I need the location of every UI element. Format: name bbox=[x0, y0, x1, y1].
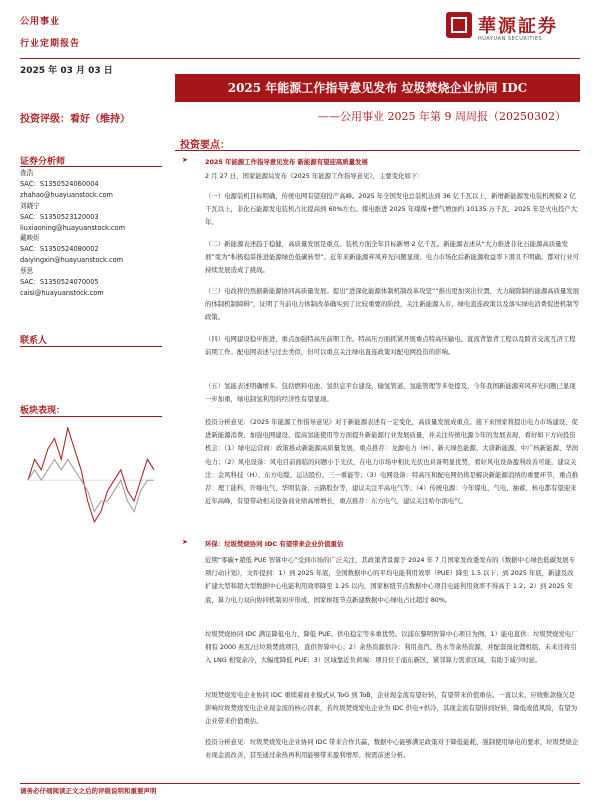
chart-series-line bbox=[28, 459, 154, 511]
section-heading: 环保：垃圾焚烧协同 IDC 有望带来企业价值重估 bbox=[205, 540, 344, 548]
bullet-icon: ➤ bbox=[182, 538, 188, 546]
analyst-line: SAC：S1350524080002 bbox=[20, 245, 99, 254]
paragraph: 投资分析意见：垃圾焚烧发电企业协同 IDC 带来合作共赢，数据中心能够满足政策对于降低能耗、强制使用绿电的要求，垃圾焚烧企业现金流改善，甚至通过余热再利用能够带来盈利增厚。按需前述分析。 bbox=[205, 738, 579, 760]
footer-divider bbox=[20, 783, 580, 784]
analyst-line: SAC：S1350524070005 bbox=[20, 278, 99, 287]
report-category: 公用事业 bbox=[20, 17, 61, 27]
report-subtitle: ——公用事业 2025 年第 9 周周报（20250302） bbox=[318, 110, 566, 123]
paragraph: 近期“零碳+超低 PUE 智算中心”受到市场的广泛关注，其政策背景源于 2024 年 7 月国家发改委发布的《数据中心绿色低碳发展专项行动计划》，文件提到：1）到 2025 年底，全国数据中心的平均电能利用效率（PUE）降至 1.5 以下；到 2025 年底，新建及改扩建大型和超大型数据中心电能利用效率降至 1.25 以内，国家枢纽节点数据中心项目电能利用效率不得高于 1.2；2）到 2025 年底，算力电力双向协同机制初步形成，国家枢纽节点新建数据中心绿电占比超过 80%。 bbox=[205, 556, 576, 604]
logo-mark-icon bbox=[446, 12, 472, 38]
footer-disclaimer: 请务必仔细阅读正文之后的评级说明和重要声明 bbox=[20, 787, 157, 795]
paragraph: 垃圾焚烧发电企业协同 IDC 重续着商业模式从 ToG 到 ToB，企业现金流有望好转，有望带来价值重估。一直以来，应收账款拖欠是影响垃圾焚烧发电企业现金流的核心因素，若垃圾焚烧发电企业为 IDC 供电+供冷，其现金流有望得到好转，降低或值风险，有望为企业带来价值重估。 bbox=[205, 691, 578, 726]
analyst-line: 刘晓宁 bbox=[20, 201, 40, 210]
analyst-line: caisi@huayuanstock.com bbox=[20, 288, 104, 297]
analyst-line: zhahao@huayuanstock.com bbox=[20, 190, 113, 199]
analyst-line: 查浩 bbox=[20, 169, 34, 177]
investment-rating: 投资评级：看好（维持） bbox=[20, 114, 130, 125]
bullet-icon: ➤ bbox=[182, 156, 188, 164]
paragraph: （二）新能源表述趋于稳健，高质量发展是重点。装机方面全年目标新增 2 亿千瓦。新能源表述从“大力推进非化石能源高质量发展”变为“积极稳妥推进能源绿色低碳转型”。近年来新能源弃风弃光问题显现、电力市场化后新能源收益率下滑且不明确，都对行业可持续发展造成了挑战。 bbox=[205, 240, 580, 275]
analyst-line: 蔡思 bbox=[20, 267, 34, 276]
paragraph: 垃圾焚烧协同 IDC 满足降低电力、降低 PUE、供电稳定等多重优势。以浦东黎明智算中心项目为例，1）能电直供：垃圾焚烧发电厂拥有 2000 兆瓦/日垃圾焚烧项目，直供智算中心；2）余热资源供冷：利用蒸汽、热水等余热资源，并配套溴化锂机组，未来还将引入 LNG 相变余冷，大幅度降低 PUE；3）区域靠近负荷端：项目位于浦东新区，紧邻算力需求区域，有助于减少时延。 bbox=[205, 630, 578, 665]
analyst-line: SAC：S1350523120003 bbox=[20, 212, 99, 221]
analyst-line: SAC：S1350524060004 bbox=[20, 179, 99, 188]
analyst-line: daiyingxin@huayuanstock.com bbox=[20, 256, 124, 265]
contact-heading: 联系人 bbox=[20, 336, 48, 346]
invest-heading: 投资要点： bbox=[180, 140, 230, 151]
report-type: 行业定期报告 bbox=[20, 39, 81, 49]
paragraph: （三）电改将仍然据新能源协同高质量发展。提出“进深化能源体制机制改革攻坚”“推出更加突出位置，大力破除制约能源高质量发展的体制机制障碍”，证明了当前电力体制改革确实到了比较重要的阶段，关注新能源入市、绿电直连政策以及落实绿电消费促进机制等政策。 bbox=[205, 287, 580, 322]
section-heading: 2025 年能源工作指导意见发布 新能源有望迎高质量发展 bbox=[205, 158, 368, 166]
paragraph: （四）电网建设稳步推进，重点加强特高压前期工作。特高压方面抓紧开展重点特高压输电、直流背靠背工程以及跨省交流互济工程前期工作。配电网表述与过去类似，但可以重点关注绿电直连政策对配电网投资的影响。 bbox=[205, 335, 576, 357]
invest-divider bbox=[175, 150, 580, 151]
analyst-line: 戴映炘 bbox=[20, 234, 40, 243]
paragraph: （一）电源装机目标明确，传统电网有望迎投产高峰。2025 年全国发电总装机达到 36 亿千瓦以上，新增新能源发电装机规模 2 亿千瓦以上，非化石能源发电装机占比提高到 60%左右。煤电推进 2025 年煤煤+燃气增加约 10135 万千瓦，2025 年是火电投产大年。 bbox=[205, 192, 578, 227]
logo-name: 華源証券 bbox=[478, 16, 558, 37]
paragraph: 投资分析意见：《2025 年能源工作指导意见》对于新能源表述有一定变化，高质量发展成重点。接下来国家将提出电力市场建设、促进新能源消费、加强电网建设、提高氢能使用等方面提升新能源行业发展质量，并关注传统电源今年的发展表现，看好如下方向投资机会：（1）绿电运营商：政策推动新能源高质量发展，重点推荐：龙源电力（H）、新天绿色能源、大唐新能源、中广核新能源、华润电力；（2）风电设备：风电目前面临的问题小于光伏，在电力市场中相比光伏也具备明显优势，看好风电设备盈利改善可能，建议关注：金风科技（H）、东方电缆、运达股份、三一重能等；（3）电网设备：特高压和配电网仍将是解决新能源消纳的重要环节，重点推荐：理工能科、许继电气、华明装备、云路股份等，建议关注平高电气等；（4）传统电源：今年煤电、气电、抽蓄、核电都有望迎来近年高峰，有望带动相关设备商业绩高增增长，重点推荐：东方电气，建议关注哈尔滨电气。 bbox=[205, 418, 579, 506]
contact-divider bbox=[20, 346, 162, 347]
paragraph: （五）氢能表述明确增多。包括燃料电池、氢供息平台建设、输氢管道、氢能管理等多处提及，今年我国新能源弃风弃光问题已显现一步加重，绿电制氢利用的经济性有望显现。 bbox=[205, 382, 576, 404]
header-divider bbox=[20, 58, 580, 59]
chart-heading: 板块表现： bbox=[20, 406, 66, 416]
chart-divider bbox=[20, 416, 162, 417]
analyst-line: liuxiaoning@huayuanstock.com bbox=[20, 223, 125, 232]
sector-performance-chart bbox=[20, 420, 162, 530]
analyst-divider bbox=[20, 166, 162, 167]
paragraph: 2 月 27 日，国家能源局发布《2025 年能源工作指导意见》，主要变化如下： bbox=[205, 172, 424, 180]
analyst-heading: 证券分析师 bbox=[20, 157, 66, 167]
logo-sub: HUAYUAN SECURITIES bbox=[478, 36, 543, 42]
report-title: 2025 年能源工作指导意见发布 垃圾焚烧企业协同 IDC bbox=[175, 74, 580, 102]
report-date: 2025 年 03 月 03 日 bbox=[20, 66, 113, 76]
company-logo bbox=[446, 12, 586, 46]
analyst-list bbox=[20, 168, 125, 299]
